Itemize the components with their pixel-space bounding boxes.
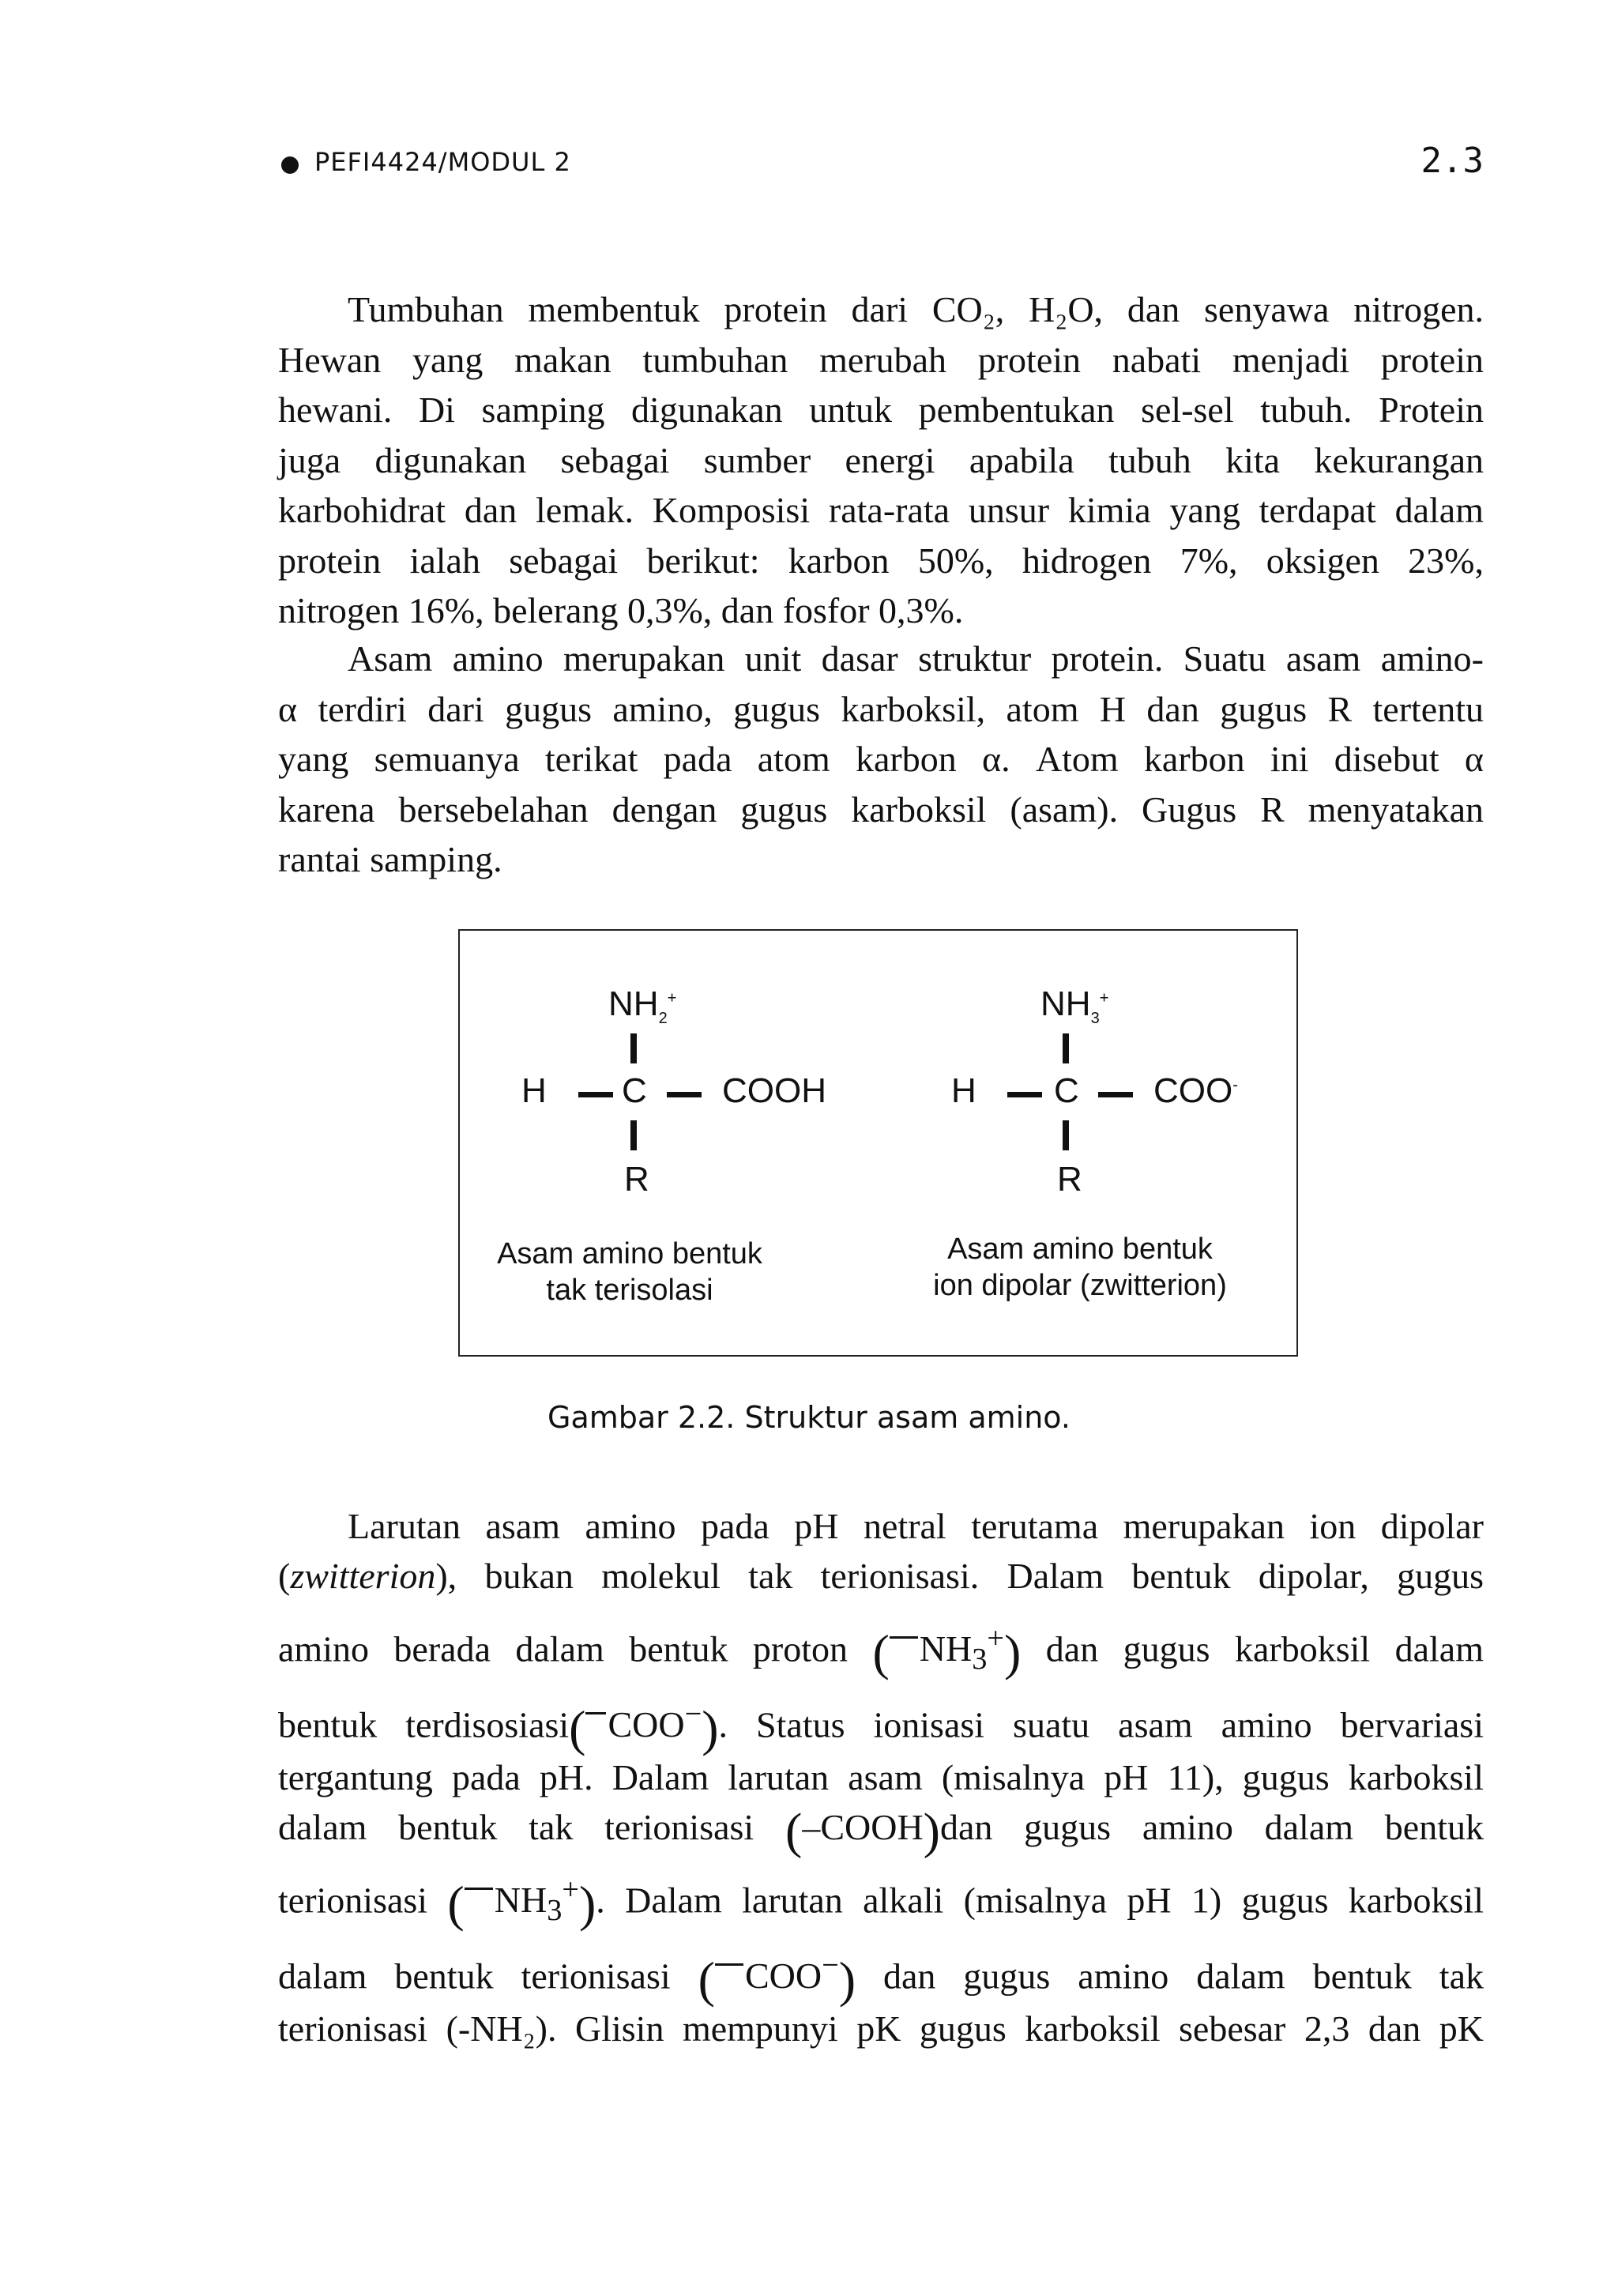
text-line: Tumbuhan membentuk protein dari CO₂, H₂O, dan senyawa nitrogen. xyxy=(348,289,1484,329)
text-line: terionisasi ( $NH_3^+$). Dalam larutan alkali (misalnya pH 1) gugus karboksil xyxy=(278,1873,1484,1932)
left-r-group: R xyxy=(624,1160,649,1199)
text-line: karena bersebelahan dengan gugus karboksil (asam). Gugus R menyatakan xyxy=(278,789,1484,830)
text-line: dalam bentuk terionisasi ( COO−) dan gugus amino dalam bentuk tak xyxy=(278,1949,1484,2008)
left-bond-bottom xyxy=(630,1120,637,1150)
paragraph-amino-acid-definition xyxy=(278,634,1484,885)
right-bond-top xyxy=(1063,1033,1069,1063)
text-line: terionisasi (-NH₂). Glisin mempunyi pK gugus karboksil sebesar 2,3 dan pK xyxy=(278,2008,1484,2049)
module-title: PEFI4424/MODUL 2 xyxy=(314,147,571,177)
text-line: Asam amino merupakan unit dasar struktur protein. Suatu asam amino- xyxy=(348,638,1484,679)
text-line: amino berada dalam bentuk proton ( $NH_3^+$) dan gugus karboksil dalam xyxy=(278,1622,1484,1681)
right-caption: Asam amino bentuk ion dipolar (zwitterion) xyxy=(933,1233,1227,1302)
page-number: 2.3 xyxy=(1420,141,1484,181)
right-bond-right xyxy=(1098,1092,1133,1097)
right-h-atom: H xyxy=(951,1071,976,1110)
left-top-group: $NH_2^+$ xyxy=(608,984,677,1027)
right-r-group: R xyxy=(1057,1160,1082,1199)
text-line: juga digunakan sebagai sumber energi apabila tubuh kita kekurangan xyxy=(278,439,1484,480)
left-right-group: COOH xyxy=(722,1071,826,1110)
right-top-group: $NH_3^+$ xyxy=(1040,984,1109,1027)
right-bond-bottom xyxy=(1063,1120,1069,1150)
text-line: protein ialah sebagai berikut: karbon 50%, hidrogen 7%, oksigen 23%, xyxy=(278,540,1484,581)
text-line: dalam bentuk tak terionisasi (–COOH)dan gugus amino dalam bentuk xyxy=(278,1802,1484,1859)
left-bond-right xyxy=(667,1092,702,1097)
text-line: yang semuanya terikat pada atom karbon α. Atom karbon ini disebut α xyxy=(278,739,1484,779)
amino-acid-structure-figure xyxy=(458,929,1298,1357)
text-line: tergantung pada pH. Dalam larutan asam (misalnya pH 11), gugus karboksil xyxy=(278,1757,1484,1797)
left-caption: Asam amino bentuk tak terisolasi xyxy=(497,1237,762,1307)
left-h-atom: H xyxy=(521,1071,547,1110)
text-line: Larutan asam amino pada pH netral terutama merupakan ion dipolar xyxy=(348,1506,1484,1546)
text-line: nitrogen 16%, belerang 0,3%, dan fosfor 0,3%. xyxy=(278,590,964,630)
text-line: rantai samping. xyxy=(278,839,502,879)
text-line: hewani. Di samping digunakan untuk pembentukan sel-sel tubuh. Protein xyxy=(278,390,1484,430)
paragraph-ionization xyxy=(278,1501,1484,2053)
page-header xyxy=(278,141,1484,188)
left-bond-left xyxy=(578,1092,613,1097)
text-line: α terdiri dari gugus amino, gugus karboksil, atom H dan gugus R tertentu xyxy=(278,688,1484,729)
text-line: (zwitterion), bukan molekul tak terionisasi. Dalam bentuk dipolar, gugus xyxy=(278,1556,1484,1596)
left-bond-top xyxy=(630,1033,637,1063)
right-c-atom: C xyxy=(1054,1071,1079,1110)
right-right-group: COO- xyxy=(1153,1071,1238,1110)
text-line: bentuk terdisosiasi( COO−). Status ionisasi suatu asam amino bervariasi xyxy=(278,1698,1484,1756)
text-line: karbohidrat dan lemak. Komposisi rata-rata unsur kimia yang terdapat dalam xyxy=(278,490,1484,530)
bullet-icon xyxy=(281,156,299,174)
paragraph-protein-composition xyxy=(278,284,1484,636)
right-bond-left xyxy=(1007,1092,1042,1097)
text-line: Hewan yang makan tumbuhan merubah protein nabati menjadi protein xyxy=(278,339,1484,380)
left-c-atom: C xyxy=(622,1071,647,1110)
figure-caption: Gambar 2.2. Struktur asam amino. xyxy=(547,1400,1071,1435)
